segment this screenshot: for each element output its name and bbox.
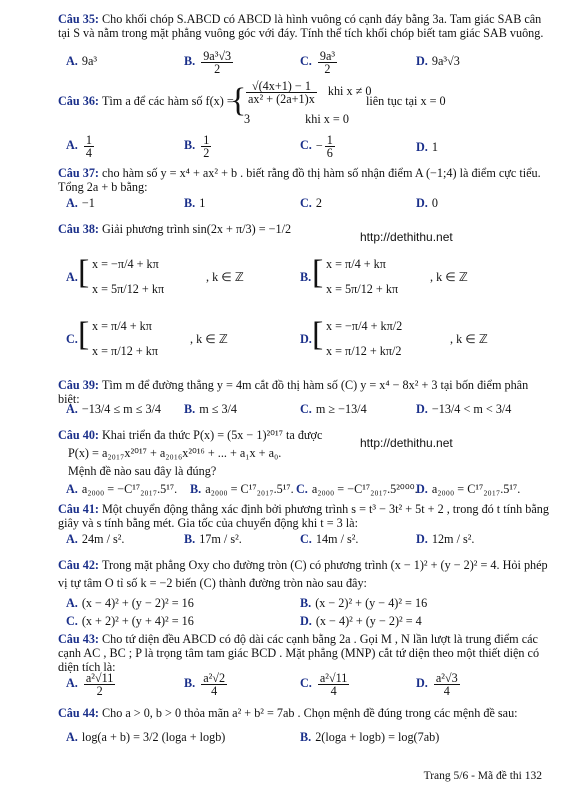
option-letter: D.: [300, 614, 312, 628]
option-d[interactable]: [416, 482, 520, 497]
root-2: x = π/12 + kπ: [92, 344, 159, 358]
option-a[interactable]: [66, 730, 225, 745]
option-letter: B.: [184, 532, 196, 546]
question-text: Giải phương trình sin(2x + π/3) = −1/2: [101, 222, 292, 236]
option-value: −13/4 < m < 3/4: [431, 402, 512, 416]
fraction: [84, 134, 94, 159]
option-letter: A.: [66, 270, 78, 284]
option-d[interactable]: [416, 672, 462, 697]
option-c[interactable]: [300, 196, 322, 211]
option-letter: A.: [66, 402, 78, 416]
option-c[interactable]: [300, 50, 339, 75]
question-42: [58, 556, 550, 592]
option-c[interactable]: [300, 134, 337, 159]
numerator: a²√2: [203, 671, 226, 685]
option-b[interactable]: [300, 596, 427, 611]
numerator: 9a³√3: [203, 49, 232, 63]
option-letter: D.: [300, 332, 312, 346]
option-letter: C.: [300, 532, 312, 546]
question-text-tail: liên tục tại x = 0: [366, 94, 446, 108]
question-number: Câu 37:: [58, 166, 99, 180]
options-39: [66, 402, 546, 418]
option-value: m ≥ −13/4: [315, 402, 367, 416]
watermark-url[interactable]: http://dethithu.net: [360, 230, 453, 244]
option-letter: A.: [66, 482, 78, 496]
options-42-row1: [66, 596, 546, 612]
denominator: 2: [324, 62, 331, 76]
option-letter: D.: [416, 532, 428, 546]
option-d[interactable]: [300, 614, 422, 629]
option-letter: C.: [300, 138, 312, 153]
denominator: 4: [330, 684, 337, 698]
fraction: [318, 50, 337, 75]
denominator: ax² + (2a+1)x: [248, 92, 315, 106]
root-2: x = 5π/12 + kπ: [326, 282, 399, 296]
option-a[interactable]: [66, 672, 117, 697]
option-b[interactable]: [190, 482, 294, 497]
option-letter: A.: [66, 730, 78, 744]
question-number: Câu 43:: [58, 632, 99, 646]
option-letter: B.: [184, 54, 196, 69]
question-38: [58, 222, 550, 236]
watermark-url[interactable]: http://dethithu.net: [360, 436, 453, 450]
options-41: [66, 532, 546, 548]
case-value: 3: [244, 112, 251, 126]
case-condition: khi x ≠ 0: [327, 84, 372, 99]
option-tail: , k ∈ ℤ: [190, 332, 228, 346]
option-value: a₂₀₀₀ = C¹⁷₂₀₁₇.5¹⁷.: [205, 482, 294, 496]
left-bracket: [: [312, 316, 324, 353]
option-d[interactable]: [416, 532, 474, 547]
option-letter: B.: [300, 270, 312, 284]
option-letter: D.: [416, 482, 428, 496]
option-value: 9a³√3: [431, 54, 460, 68]
question-prompt: Mệnh đề nào sau đây là đúng?: [68, 464, 217, 478]
option-b[interactable]: [184, 196, 205, 211]
option-letter: C.: [66, 332, 78, 346]
root-1: x = π/4 + kπ: [326, 257, 386, 271]
denominator: 4: [211, 684, 218, 698]
question-43: [58, 632, 550, 674]
option-value: 12m / s².: [431, 532, 475, 546]
option-b[interactable]: [184, 50, 235, 75]
question-36: [58, 80, 550, 126]
option-value: 1: [431, 140, 438, 154]
option-a[interactable]: [66, 134, 96, 159]
option-a[interactable]: [66, 532, 124, 547]
option-value: (x + 2)² + (y + 4)² = 16: [81, 614, 194, 628]
question-40: [58, 428, 550, 442]
left-bracket: [: [78, 316, 90, 353]
option-tail: , k ∈ ℤ: [450, 332, 488, 346]
option-c[interactable]: [296, 482, 418, 497]
question-number: Câu 44:: [58, 706, 99, 720]
option-value: m ≤ 3/4: [199, 402, 238, 416]
option-a[interactable]: [66, 54, 97, 69]
option-letter: B.: [184, 138, 196, 153]
question-text: cho hàm số y = x⁴ + ax² + b . biết rằng đồ thị hàm số nhận điểm A (−1;4) là điểm cực tiểu. Tổng 2a + b bằng:: [58, 166, 541, 194]
option-value: log(a + b) = 3/2 (loga + logb): [81, 730, 226, 744]
option-c[interactable]: [300, 532, 358, 547]
option-b[interactable]: [300, 730, 439, 745]
denominator: 4: [443, 684, 450, 698]
question-number: Câu 39:: [58, 378, 99, 392]
denominator: 2: [203, 146, 210, 160]
option-c[interactable]: [300, 402, 367, 417]
option-value: (x − 4)² + (y − 2)² = 4: [315, 614, 422, 628]
question-text: Cho a > 0, b > 0 thỏa mãn a² + b² = 7ab . Chọn mệnh đề đúng trong các mệnh đề sau:: [101, 706, 518, 720]
option-value: 2: [315, 196, 322, 210]
option-letter: B.: [300, 596, 312, 610]
numerator: 9a³: [319, 49, 336, 63]
fraction: [201, 50, 233, 75]
options-35: [66, 50, 546, 74]
option-letter: A.: [66, 676, 78, 691]
option-value: −1: [81, 196, 95, 210]
root-2: x = 5π/12 + kπ: [92, 282, 165, 296]
option-letter: A.: [66, 532, 78, 546]
question-text: Cho tứ diện đều ABCD có độ dài các cạnh bằng 2a . Gọi M , N lần lượt là trung điểm các cạnh AC , BC ; P là trọng tâm tam giác BCD . Mặt phẳng (MNP) cắt tứ diện theo một thiết diện có diện tích là:: [58, 632, 540, 674]
numerator: a²√11: [85, 671, 114, 685]
denominator: 2: [214, 62, 221, 76]
numerator: 1: [326, 133, 333, 147]
polynomial-expansion: P(x) = a₂₀₁₇x²⁰¹⁷ + a₂₀₁₆x²⁰¹⁶ + ... + a₁x + a₀.: [68, 446, 282, 460]
option-d[interactable]: [416, 140, 438, 155]
option-value: a₂₀₀₀ = −C¹⁷₂₀₁₇.5²⁰⁰⁰.: [311, 482, 418, 496]
option-b[interactable]: [184, 402, 237, 417]
option-letter: C.: [300, 676, 312, 691]
numerator: 1: [203, 133, 210, 147]
options-43: [66, 672, 546, 696]
option-value: −13/4 ≤ m ≤ 3/4: [81, 402, 162, 416]
question-text: Trong mặt phẳng Oxy cho đường tròn (C) có phương trình (x − 1)² + (y − 2)² = 4. Hỏi phép vị tự tâm O tỉ số k = −2 biến (C) thành đường tròn nào sau đây:: [58, 558, 548, 590]
question-35: [58, 12, 550, 40]
question-text: Cho khối chóp S.ABCD có ABCD là hình vuông có cạnh đáy bằng 3a. Tam giác SAB cân tại S và nằm trong mặt phẳng vuông góc với đáy. Tính thể tích khối chóp biết tam giác SAB vuông.: [58, 12, 544, 40]
option-letter: C.: [66, 614, 78, 628]
option-value: 14m / s².: [315, 532, 359, 546]
root-1: x = −π/4 + kπ/2: [326, 319, 403, 333]
question-41: [58, 502, 550, 530]
question-number: Câu 38:: [58, 222, 99, 236]
option-value: (x − 2)² + (y − 4)² = 16: [315, 596, 428, 610]
option-letter: A.: [66, 138, 78, 153]
option-value: 2(loga + logb) = log(7ab): [315, 730, 440, 744]
option-value: 1: [199, 196, 206, 210]
option-tail: , k ∈ ℤ: [430, 270, 468, 284]
denominator: 2: [96, 684, 103, 698]
option-a[interactable]: [66, 482, 177, 497]
fraction: [84, 672, 116, 697]
option-d[interactable]: [416, 196, 438, 211]
fraction: [434, 672, 460, 697]
denominator: 4: [85, 146, 92, 160]
question-number: Câu 36:: [58, 94, 99, 108]
numerator: √(4x+1) − 1: [246, 80, 317, 93]
option-value: 9a³: [81, 54, 98, 68]
option-letter: A.: [66, 196, 78, 210]
numerator: a²√3: [435, 671, 458, 685]
option-a[interactable]: [66, 596, 194, 611]
option-a[interactable]: [66, 196, 95, 211]
options-37: [66, 196, 546, 212]
left-bracket: [: [312, 254, 324, 291]
options-40: [66, 482, 546, 498]
root-1: x = −π/4 + kπ: [92, 257, 159, 271]
question-text: Tìm m để đường thẳng y = 4m cắt đồ thị hàm số (C) y = x⁴ − 8x² + 3 tại bốn điểm phân biệt:: [58, 378, 529, 406]
option-letter: B.: [184, 196, 196, 210]
option-letter: D.: [416, 196, 428, 210]
fraction: [246, 80, 317, 105]
numerator: 1: [85, 133, 92, 147]
option-letter: D.: [416, 140, 428, 154]
option-value: (x − 4)² + (y − 2)² = 16: [81, 596, 194, 610]
option-d[interactable]: [416, 402, 511, 417]
question-number: Câu 35:: [58, 12, 99, 26]
option-b[interactable]: [184, 134, 213, 159]
option-value: 17m / s².: [199, 532, 242, 546]
question-text: Khai triển đa thức P(x) = (5x − 1)²⁰¹⁷ ta được: [101, 428, 323, 442]
options-44: [66, 730, 546, 746]
question-text: Một chuyển động thẳng xác định bởi phương trình s = t³ − 3t² + 5t + 2 , trong đó t tính bằng giây và s tính bằng mét. Gia tốc của chuyển động khi t = 3 là:: [58, 502, 549, 530]
option-value: a₂₀₀₀ = C¹⁷₂₀₁₇.5¹⁷.: [431, 482, 521, 496]
root-1: x = π/4 + kπ: [92, 319, 152, 333]
question-number: Câu 42:: [58, 558, 99, 572]
page-footer: Trang 5/6 - Mã đề thi 132: [423, 770, 542, 782]
question-number: Câu 40:: [58, 428, 99, 442]
left-bracket: [: [78, 254, 90, 291]
numerator: a²√11: [319, 671, 348, 685]
option-value: 0: [431, 196, 438, 210]
question-44: [58, 706, 550, 720]
case-condition: khi x = 0: [305, 112, 349, 126]
option-a[interactable]: [66, 402, 161, 417]
option-b[interactable]: [184, 532, 242, 547]
option-d[interactable]: [416, 54, 460, 69]
option-letter: A.: [66, 54, 78, 68]
option-letter: B.: [184, 402, 196, 416]
option-letter: D.: [416, 676, 428, 691]
question-text: Tìm a để các hàm số f(x) =: [101, 94, 234, 108]
option-letter: D.: [416, 402, 428, 416]
fraction: [318, 672, 350, 697]
option-value: a₂₀₀₀ = −C¹⁷₂₀₁₇.5¹⁷.: [81, 482, 178, 496]
option-letter: C.: [300, 54, 312, 69]
left-brace: {: [230, 82, 247, 119]
denominator: 6: [326, 146, 333, 160]
fraction: [325, 134, 335, 159]
question-number: Câu 41:: [58, 502, 99, 516]
option-b[interactable]: [184, 672, 229, 697]
option-letter: A.: [66, 596, 78, 610]
option-tail: , k ∈ ℤ: [206, 270, 244, 284]
question-37: [58, 166, 550, 194]
option-c[interactable]: [66, 614, 194, 629]
minus-sign: −: [315, 138, 323, 153]
root-2: x = π/12 + kπ/2: [326, 344, 402, 358]
option-c[interactable]: [300, 672, 351, 697]
options-36: [66, 134, 546, 160]
fraction: [201, 672, 227, 697]
options-42-row2: [66, 614, 546, 630]
fraction: [201, 134, 211, 159]
option-letter: C.: [300, 402, 312, 416]
option-letter: B.: [190, 482, 202, 496]
option-letter: B.: [300, 730, 312, 744]
option-letter: D.: [416, 54, 428, 68]
option-letter: B.: [184, 676, 196, 691]
option-letter: C.: [296, 482, 308, 496]
option-letter: C.: [300, 196, 312, 210]
option-value: 24m / s².: [81, 532, 125, 546]
